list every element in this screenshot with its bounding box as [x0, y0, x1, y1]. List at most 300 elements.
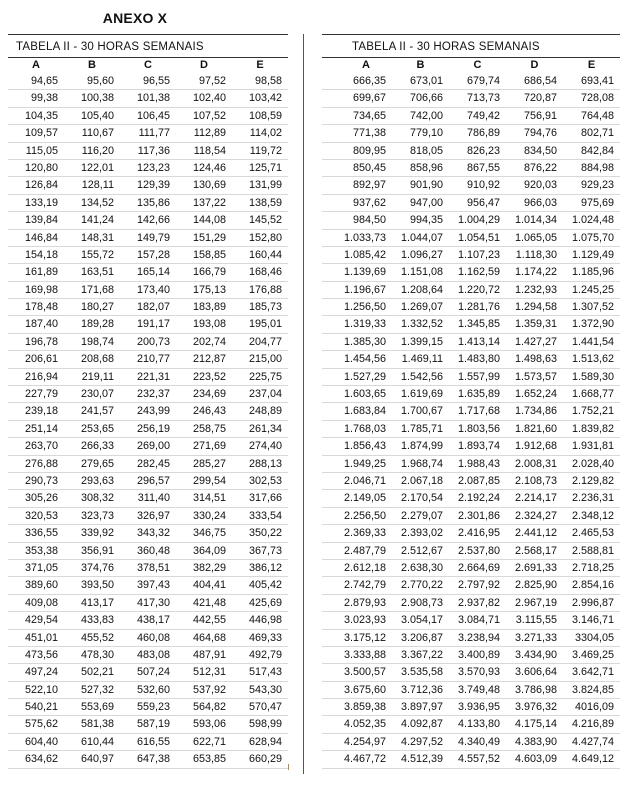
table-cell: 101,38	[136, 92, 170, 105]
table-cell: 290,73	[24, 474, 58, 487]
table-cell: 157,28	[136, 248, 170, 261]
table-row	[8, 195, 288, 212]
table-cell: 4.216,89	[571, 718, 614, 731]
table-cell: 404,41	[192, 579, 226, 592]
table-cell: 1.803,56	[457, 422, 500, 435]
table-row	[322, 143, 620, 160]
table-cell: 1.931,81	[571, 440, 614, 453]
table-row	[322, 125, 620, 142]
table-row	[8, 438, 288, 455]
table-cell: 1.573,57	[514, 370, 557, 383]
table-cell: 1.319,33	[343, 318, 386, 331]
table-row	[322, 612, 620, 629]
table-cell: 183,89	[192, 301, 226, 314]
table-row	[8, 682, 288, 699]
table-row	[8, 508, 288, 525]
table-cell: 540,21	[24, 701, 58, 714]
table-cell: 2.854,16	[571, 579, 614, 592]
table-row	[322, 630, 620, 647]
table-row	[8, 751, 288, 768]
table-cell: 175,13	[192, 283, 226, 296]
table-cell: 152,80	[248, 231, 282, 244]
table-cell: 3.535,58	[400, 666, 443, 679]
table-cell: 1.483,80	[457, 353, 500, 366]
table-cell: 95,60	[86, 75, 114, 87]
table-cell: 628,94	[248, 735, 282, 748]
table-cell: 393,50	[80, 579, 114, 592]
table-cell: 308,32	[80, 492, 114, 505]
table-cell: 1.498,63	[514, 353, 557, 366]
table-row	[8, 543, 288, 560]
table-cell: 2.718,25	[571, 561, 614, 574]
table-cell: 3.175,12	[343, 631, 386, 644]
table-cell: 139,84	[24, 214, 58, 227]
table-cell: 2.588,81	[571, 544, 614, 557]
table-cell: 165,14	[136, 266, 170, 279]
table-cell: 317,66	[248, 492, 282, 505]
table-cell: 417,30	[136, 596, 170, 609]
table-cell: 1.024,48	[571, 214, 614, 227]
table-cell: 460,08	[136, 631, 170, 644]
table-row	[322, 230, 620, 247]
table-cell: 1.385,30	[343, 335, 386, 348]
table-cell: 108,59	[248, 109, 282, 122]
table-cell: 2.192,24	[457, 492, 500, 505]
table-cell: 193,08	[192, 318, 226, 331]
table-cell: 212,87	[192, 353, 226, 366]
table-cell: 124,46	[192, 161, 226, 174]
table-cell: 966,03	[523, 196, 557, 209]
table-cell: 155,72	[80, 248, 114, 261]
table-cell: 2.537,80	[457, 544, 500, 557]
table-cell: 364,09	[192, 544, 226, 557]
table-cell: 502,21	[80, 666, 114, 679]
table-cell: 123,23	[136, 161, 170, 174]
table-row	[8, 351, 288, 368]
table-header-row	[8, 58, 288, 73]
table-body	[8, 73, 288, 769]
table-cell: 116,20	[81, 144, 114, 157]
table-cell: 901,90	[409, 179, 443, 192]
table-cell: 198,74	[80, 335, 114, 348]
table-cell: 4.297,52	[400, 735, 443, 748]
table-cell: 151,29	[192, 231, 226, 244]
table-cell: 640,97	[80, 753, 114, 766]
table-cell: 4.052,35	[343, 718, 386, 731]
table-cell: 910,92	[466, 179, 500, 192]
table-cell: 125,71	[248, 161, 282, 174]
table-cell: 1.151,08	[400, 266, 443, 279]
table-cell: 1.635,89	[457, 388, 500, 401]
table-cell: 251,14	[24, 422, 58, 435]
table-row	[8, 595, 288, 612]
table-cell: 464,68	[192, 631, 226, 644]
table-cell: 109,57	[24, 127, 58, 140]
table-cell: 271,69	[192, 440, 226, 453]
table-cell: 99,38	[30, 92, 58, 105]
table-cell: 112,89	[193, 127, 226, 140]
table-row	[322, 734, 620, 751]
table-cell: 137,22	[192, 196, 226, 209]
table-cell: 161,89	[24, 266, 58, 279]
table-cell: 593,06	[192, 718, 226, 731]
table-cell: 616,55	[136, 735, 170, 748]
table-cell: 3.206,87	[400, 631, 443, 644]
table-cell: 3.054,17	[400, 614, 443, 627]
table-cell: 302,53	[248, 474, 282, 487]
table-row	[322, 212, 620, 229]
table-row	[8, 299, 288, 316]
table-row	[8, 143, 288, 160]
salary-table-left	[8, 34, 288, 769]
table-row	[8, 525, 288, 542]
table-cell: 1.281,76	[457, 301, 500, 314]
table-cell: 314,51	[192, 492, 226, 505]
column-header-d: D	[530, 59, 539, 71]
table-cell: 3.606,64	[514, 666, 557, 679]
table-row	[8, 403, 288, 420]
table-cell: 713,73	[466, 92, 500, 105]
table-cell: 3.271,33	[514, 631, 557, 644]
table-cell: 728,08	[580, 92, 614, 105]
table-cell: 374,76	[80, 561, 114, 574]
table-cell: 131,99	[248, 179, 282, 192]
table-cell: 455,52	[80, 631, 114, 644]
table-row	[322, 386, 620, 403]
table-cell: 129,39	[136, 179, 170, 192]
table-cell: 409,08	[24, 596, 58, 609]
table-cell: 117,36	[137, 144, 170, 157]
table-cell: 3.675,60	[343, 683, 386, 696]
table-cell: 288,13	[248, 457, 282, 470]
table-cell: 4.092,87	[400, 718, 443, 731]
table-cell: 994,35	[409, 214, 443, 227]
table-cell: 160,44	[248, 248, 282, 261]
table-cell: 1.014,34	[514, 214, 557, 227]
table-cell: 126,84	[24, 179, 58, 192]
table-cell: 666,35	[352, 75, 386, 87]
table-cell: 749,42	[466, 109, 500, 122]
table-cell: 2.638,30	[400, 561, 443, 574]
page-title: ANEXO X	[102, 10, 168, 26]
table-cell: 421,48	[192, 596, 226, 609]
table-cell: 2.797,92	[457, 579, 500, 592]
table-row	[322, 403, 620, 420]
table-cell: 176,88	[248, 283, 282, 296]
table-cell: 2.441,12	[514, 527, 557, 540]
table-cell: 1.542,56	[400, 370, 443, 383]
table-cell: 1.054,51	[457, 231, 500, 244]
table-row	[322, 108, 620, 125]
table-row	[322, 751, 620, 768]
table-cell: 742,00	[409, 109, 443, 122]
table-cell: 2.236,31	[571, 492, 614, 505]
table-cell: 2.908,73	[400, 596, 443, 609]
table-cell: 405,42	[248, 579, 282, 592]
table-cell: 285,27	[192, 457, 226, 470]
table-cell: 256,19	[136, 422, 170, 435]
table-cell: 326,97	[136, 509, 170, 522]
table-cell: 330,24	[192, 509, 226, 522]
table-cell: 559,23	[136, 701, 170, 714]
table-cell: 110,67	[81, 127, 114, 140]
table-cell: 527,32	[80, 683, 114, 696]
table-cell: 1.162,59	[457, 266, 500, 279]
table-row	[8, 734, 288, 751]
table-cell: 114,02	[249, 127, 282, 140]
table-cell: 202,74	[192, 335, 226, 348]
table-cell: 3.146,71	[571, 614, 614, 627]
table-cell: 537,92	[192, 683, 226, 696]
table-cell: 492,79	[248, 648, 282, 661]
table-cell: 3.936,95	[457, 701, 500, 714]
table-cell: 2.348,12	[571, 509, 614, 522]
table-cell: 442,55	[192, 614, 226, 627]
table-cell: 634,62	[24, 753, 58, 766]
table-cell: 234,69	[192, 388, 226, 401]
table-cell: 1.208,64	[400, 283, 443, 296]
table-row	[322, 177, 620, 194]
table-cell: 115,05	[25, 144, 58, 157]
table-cell: 1.345,85	[457, 318, 500, 331]
table-cell: 522,10	[24, 683, 58, 696]
table-cell: 1.557,99	[457, 370, 500, 383]
table-cell: 532,60	[136, 683, 170, 696]
table-cell: 2.825,90	[514, 579, 557, 592]
table-cell: 1.174,22	[514, 266, 557, 279]
table-cell: 134,52	[80, 196, 114, 209]
table-cell: 673,01	[409, 75, 443, 87]
table-cell: 2.512,67	[400, 544, 443, 557]
table-cell: 2.149,05	[343, 492, 386, 505]
table-header-row	[322, 58, 620, 73]
table-row	[322, 456, 620, 473]
table-cell: 4.603,09	[514, 753, 557, 766]
table-cell: 204,77	[248, 335, 282, 348]
table-row	[322, 473, 620, 490]
table-cell: 438,17	[136, 614, 170, 627]
table-cell: 610,44	[80, 735, 114, 748]
table-cell: 382,29	[192, 561, 226, 574]
table-cell: 1.033,73	[343, 231, 386, 244]
table-cell: 237,04	[248, 388, 282, 401]
table-title: TABELA II - 30 HORAS SEMANAIS	[16, 41, 204, 53]
table-row	[322, 699, 620, 716]
table-cell: 216,94	[24, 370, 58, 383]
table-cell: 119,72	[249, 144, 282, 157]
table-cell: 261,34	[248, 422, 282, 435]
table-cell: 178,48	[24, 301, 58, 314]
table-cell: 1.441,54	[571, 335, 614, 348]
table-cell: 867,55	[466, 161, 500, 174]
table-cell: 2.324,27	[514, 509, 557, 522]
table-cell: 3.469,25	[571, 648, 614, 661]
table-cell: 1.107,23	[457, 248, 500, 261]
table-row	[8, 456, 288, 473]
table-row	[8, 212, 288, 229]
table-cell: 3.023,93	[343, 614, 386, 627]
table-cell: 323,73	[80, 509, 114, 522]
table-row	[322, 595, 620, 612]
table-row	[8, 177, 288, 194]
table-row	[8, 316, 288, 333]
scan-mark	[288, 764, 291, 770]
table-row	[322, 716, 620, 733]
table-row	[8, 108, 288, 125]
table-cell: 1.768,03	[343, 422, 386, 435]
table-cell: 2.465,53	[571, 527, 614, 540]
table-cell: 1.968,74	[400, 457, 443, 470]
table-cell: 339,92	[80, 527, 114, 540]
column-header-b: B	[416, 59, 425, 71]
table-cell: 984,50	[352, 214, 386, 227]
table-cell: 3.859,38	[343, 701, 386, 714]
table-row	[322, 351, 620, 368]
table-cell: 3.434,90	[514, 648, 557, 661]
table-cell: 171,68	[80, 283, 114, 296]
table-cell: 356,91	[80, 544, 114, 557]
table-cell: 3.897,97	[400, 701, 443, 714]
table-cell: 858,96	[409, 161, 443, 174]
table-cell: 169,98	[24, 283, 58, 296]
table-row	[322, 160, 620, 177]
table-cell: 1.118,30	[515, 248, 557, 261]
table-cell: 223,52	[192, 370, 226, 383]
table-cell: 145,52	[248, 214, 282, 227]
table-cell: 2.416,95	[457, 527, 500, 540]
table-cell: 706,66	[409, 92, 443, 105]
table-row	[8, 334, 288, 351]
table-cell: 1.245,25	[571, 283, 614, 296]
table-cell: 1.065,05	[514, 231, 557, 244]
table-cell: 1.717,68	[457, 405, 500, 418]
table-cell: 246,43	[192, 405, 226, 418]
table-row	[322, 490, 620, 507]
table-cell: 1.044,07	[400, 231, 443, 244]
table-cell: 1.085,42	[343, 248, 386, 261]
table-cell: 1.912,68	[514, 440, 557, 453]
table-cell: 575,62	[24, 718, 58, 731]
table-cell: 1.096,27	[400, 248, 443, 261]
table-cell: 274,40	[248, 440, 282, 453]
table-cell: 429,54	[24, 614, 58, 627]
table-cell: 892,97	[352, 179, 386, 192]
table-cell: 104,35	[24, 109, 58, 122]
table-cell: 834,50	[523, 144, 557, 157]
table-cell: 279,65	[80, 457, 114, 470]
table-cell: 367,73	[248, 544, 282, 557]
table-cell: 2.879,93	[343, 596, 386, 609]
table-row	[8, 282, 288, 299]
table-cell: 4.340,49	[457, 735, 500, 748]
table-cell: 2.369,33	[343, 527, 386, 540]
table-cell: 850,45	[352, 161, 386, 174]
table-row	[8, 90, 288, 107]
table-cell: 107,52	[192, 109, 226, 122]
table-cell: 1.821,60	[514, 422, 557, 435]
table-cell: 2.691,33	[514, 561, 557, 574]
table-cell: 581,38	[80, 718, 114, 731]
table-cell: 191,17	[136, 318, 170, 331]
table-cell: 146,84	[24, 231, 58, 244]
table-cell: 1.589,30	[571, 370, 614, 383]
table-cell: 320,53	[24, 509, 58, 522]
table-row	[322, 682, 620, 699]
table-cell: 1.294,58	[514, 301, 557, 314]
table-cell: 517,43	[248, 666, 282, 679]
table-cell: 1.196,67	[343, 283, 386, 296]
table-cell: 389,60	[24, 579, 58, 592]
table-cell: 929,23	[580, 179, 614, 192]
table-cell: 564,82	[192, 701, 226, 714]
table-cell: 2.008,31	[514, 457, 557, 470]
table-cell: 4.649,12	[571, 753, 614, 766]
table-cell: 1.129,49	[571, 248, 614, 261]
table-cell: 653,85	[192, 753, 226, 766]
column-divider	[303, 34, 304, 774]
table-cell: 397,43	[136, 579, 170, 592]
salary-table-right	[322, 34, 620, 769]
table-cell: 756,91	[523, 109, 557, 122]
table-cell: 3304,05	[574, 631, 614, 644]
table-row	[322, 560, 620, 577]
table-row	[322, 90, 620, 107]
table-cell: 1.307,52	[571, 301, 614, 314]
table-row	[322, 247, 620, 264]
table-cell: 111,77	[138, 127, 170, 140]
table-cell: 227,79	[24, 388, 58, 401]
column-header-c: C	[144, 59, 152, 71]
table-cell: 100,38	[80, 92, 114, 105]
table-cell: 512,31	[192, 666, 226, 679]
column-header-e: E	[587, 59, 596, 71]
table-cell: 1.256,50	[343, 301, 386, 314]
table-cell: 2.067,18	[400, 474, 443, 487]
table-row	[322, 264, 620, 281]
table-cell: 4.383,90	[514, 735, 557, 748]
table-title: TABELA II - 30 HORAS SEMANAIS	[352, 41, 540, 53]
table-cell: 3.500,57	[343, 666, 386, 679]
column-header-c: C	[473, 59, 482, 71]
table-cell: 1.427,27	[514, 335, 557, 348]
table-cell: 154,18	[24, 248, 58, 261]
table-cell: 884,98	[580, 161, 614, 174]
table-cell: 141,24	[80, 214, 114, 227]
table-cell: 2.742,79	[343, 579, 386, 592]
table-cell: 876,22	[523, 161, 557, 174]
table-cell: 276,88	[24, 457, 58, 470]
table-cell: 346,75	[192, 527, 226, 540]
table-cell: 1.269,07	[400, 301, 443, 314]
table-cell: 842,84	[580, 144, 614, 157]
table-cell: 3.976,32	[514, 701, 557, 714]
table-cell: 282,45	[136, 457, 170, 470]
table-cell: 818,05	[409, 144, 443, 157]
table-row	[8, 369, 288, 386]
table-cell: 4.175,14	[514, 718, 557, 731]
table-row	[322, 543, 620, 560]
table-cell: 296,57	[136, 474, 170, 487]
table-cell: 102,40	[192, 92, 226, 105]
table-cell: 168,46	[248, 266, 282, 279]
table-cell: 135,86	[136, 196, 170, 209]
table-cell: 185,73	[248, 301, 282, 314]
table-cell: 378,51	[136, 561, 170, 574]
table-cell: 1.893,74	[457, 440, 500, 453]
table-cell: 230,07	[80, 388, 114, 401]
table-cell: 1.399,15	[400, 335, 443, 348]
table-cell: 1.139,69	[343, 266, 386, 279]
